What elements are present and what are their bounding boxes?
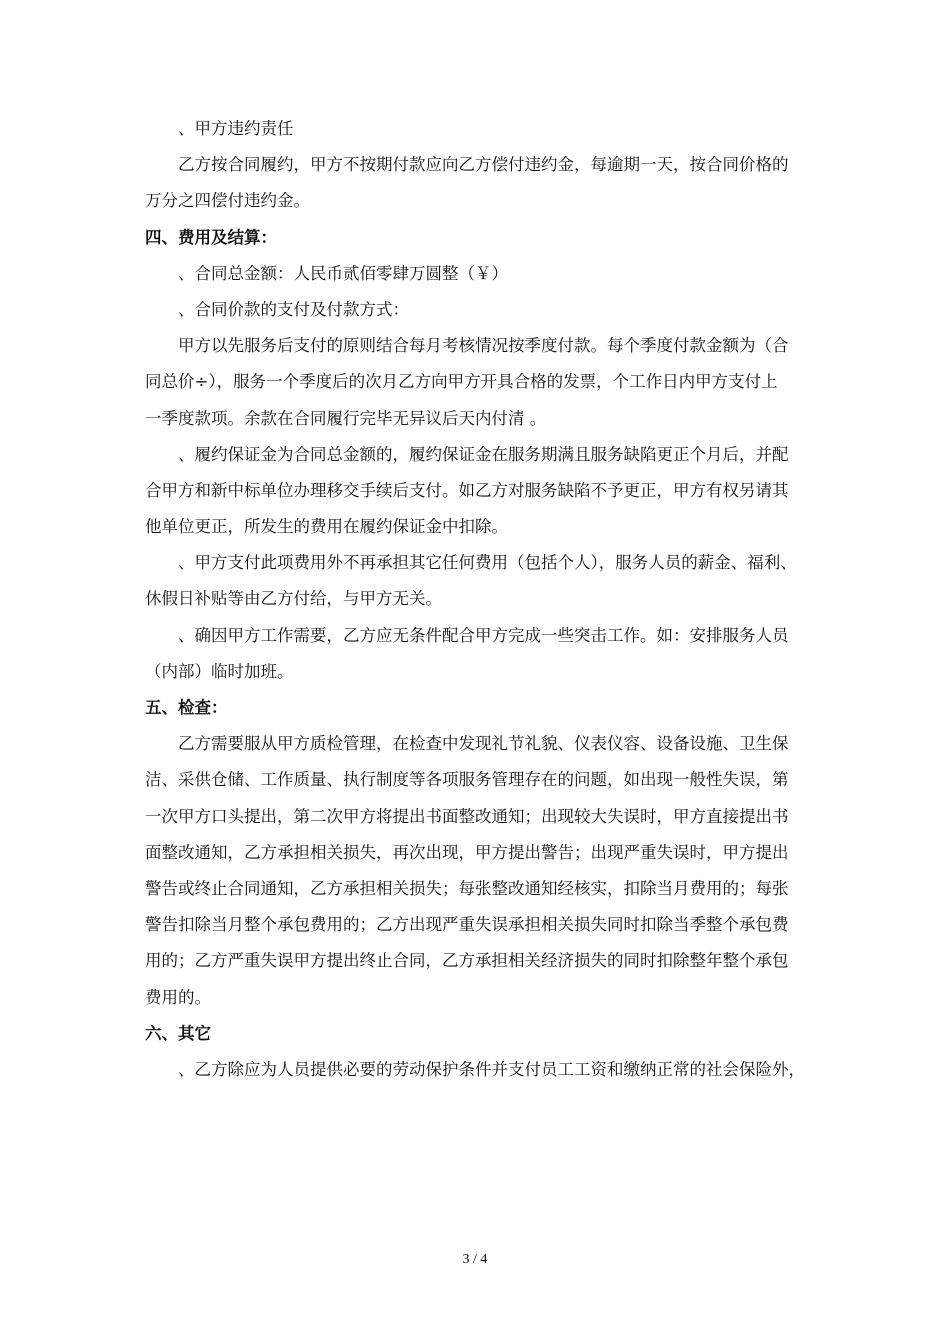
section-heading: 四、费用及结算： xyxy=(145,227,277,247)
text-line: 、合同价款的支付及付款方式： xyxy=(178,299,409,319)
text-line: （内部）临时加班。 xyxy=(145,661,294,681)
text-line: 合甲方和新中标单位办理移交手续后支付。如乙方对服务缺陷不予更正，甲方有权另请其 xyxy=(145,480,789,500)
page-number: 3 / 4 xyxy=(462,1252,488,1267)
text-line: 、乙方除应为人员提供必要的劳动保护条件并支付员工工资和缴纳正常的社会保险外， xyxy=(178,1059,805,1079)
text-line: 、甲方支付此项费用外不再承担其它任何费用（包括个人），服务人员的薪金、福利、 xyxy=(178,553,797,573)
text-line: 、合同总金额：人民币贰佰零肆万圆整（￥） xyxy=(178,263,508,283)
section-heading: 六、其它 xyxy=(145,1023,211,1043)
text-line: 同总价÷），服务一个季度后的次月乙方向甲方开具合格的发票，个工作日内甲方支付上 xyxy=(145,372,778,392)
text-line: 费用的。 xyxy=(145,987,211,1007)
document-body xyxy=(145,111,805,1088)
text-line: 、确因甲方工作需要，乙方应无条件配合甲方完成一些突击工作。如：安排服务人员 xyxy=(178,625,789,645)
text-line: 乙方按合同履约，甲方不按期付款应向乙方偿付违约金，每逾期一天，按合同价格的 xyxy=(178,155,789,175)
text-line: 他单位更正，所发生的费用在履约保证金中扣除。 xyxy=(145,517,508,537)
text-line: 、甲方违约责任 xyxy=(178,119,294,138)
text-line: 乙方需要服从甲方质检管理，在检查中发现礼节礼貌、仪表仪容、设备设施、卫生保 xyxy=(178,734,789,754)
section-heading: 五、检查： xyxy=(145,698,228,717)
text-line: 警告扣除当月整个承包费用的；乙方出现严重失误承担相关损失同时扣除当季整个承包费 xyxy=(145,915,789,935)
text-line: 万分之四偿付违约金。 xyxy=(145,191,310,211)
text-line: 洁、采供仓储、工作质量、执行制度等各项服务管理存在的问题，如出现一般性失误，第 xyxy=(145,770,789,790)
text-line: 警告或终止合同通知，乙方承担相关损失；每张整改通知经核实，扣除当月费用的；每张 xyxy=(145,878,789,898)
text-line: 用的；乙方严重失误甲方提出终止合同，乙方承担相关经济损失的同时扣除整年整个承包 xyxy=(145,951,789,971)
text-line: 面整改通知，乙方承担相关损失，再次出现，甲方提出警告；出现严重失误时，甲方提出 xyxy=(145,842,789,862)
text-line: 甲方以先服务后支付的原则结合每月考核情况按季度付款。每个季度付款金额为（合 xyxy=(178,336,789,356)
text-line: 、履约保证金为合同总金额的，履约保证金在服务期满且服务缺陷更正个月后，并配 xyxy=(178,444,789,464)
text-line: 一次甲方口头提出，第二次甲方将提出书面整改通知；出现较大失误时，甲方直接提出书 xyxy=(145,806,789,826)
text-line: 一季度款项。余款在合同履行完毕无异议后天内付清 。 xyxy=(145,408,547,428)
text-line: 休假日补贴等由乙方付给，与甲方无关。 xyxy=(145,589,442,609)
